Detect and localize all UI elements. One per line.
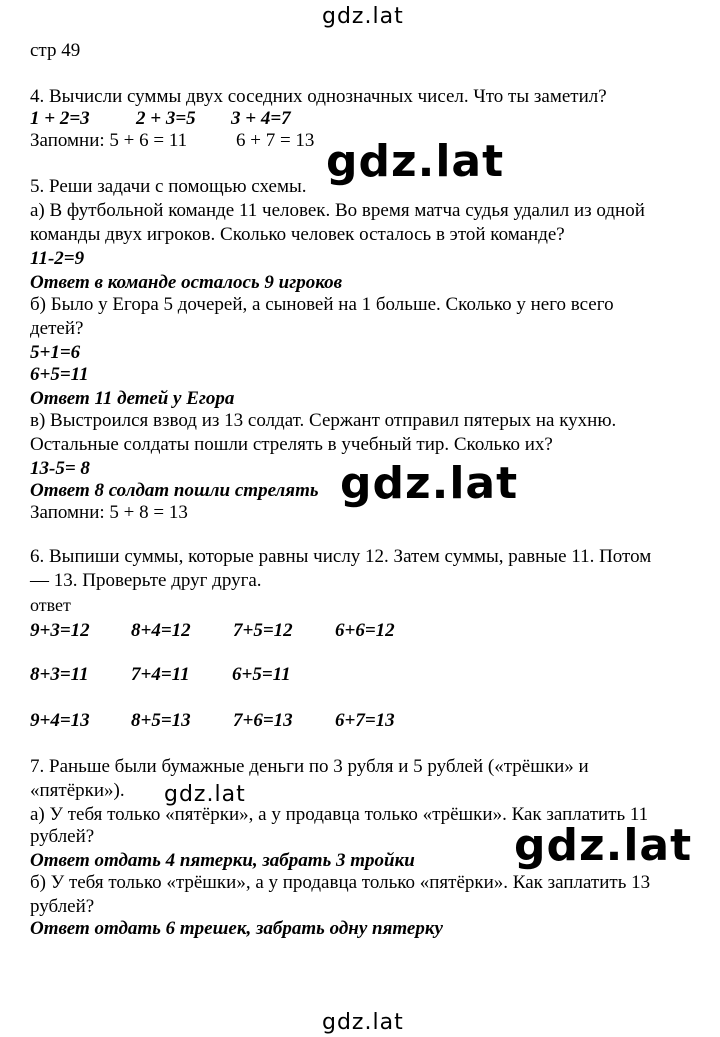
sum-item: 7+5=12 (233, 620, 293, 641)
watermark-top: gdz.lat (322, 4, 404, 29)
sum-item: 8+5=13 (131, 710, 191, 731)
task4-sum: 1 + 2=3 (30, 108, 90, 129)
task7a-question-1: а) У тебя только «пятёрки», а у продавца только «трёшки». Как заплатить 11 (30, 804, 649, 825)
task6-row-12 (30, 620, 395, 642)
task5b-answer: Ответ 11 детей у Егора (30, 388, 235, 409)
sum-item: 7+4=11 (131, 664, 190, 685)
task4-sum: 3 + 4=7 (231, 108, 291, 129)
task5a-question-2: команды двух игроков. Сколько человек осталось в этой команде? (30, 224, 565, 245)
watermark-small: gdz.lat (164, 782, 246, 807)
sum-item: 7+6=13 (233, 710, 293, 731)
task4-question: 4. Вычисли суммы двух соседних однозначных чисел. Что ты заметил? (30, 86, 607, 107)
task4-sum: 2 + 3=5 (136, 108, 196, 129)
sum-item: 9+4=13 (30, 710, 90, 731)
task5c-question-1: в) Выстроился взвод из 13 солдат. Сержант отправил пятерых на кухню. (30, 410, 617, 431)
task7b-question-2: рублей? (30, 896, 95, 917)
watermark-bottom: gdz.lat (322, 1010, 404, 1035)
task6-question-2: — 13. Проверьте друг друга. (30, 570, 262, 591)
sum-item: 8+4=12 (131, 620, 191, 641)
task7-question-1: 7. Раньше были бумажные деньги по 3 рубля и 5 рублей («трёшки» и (30, 756, 589, 777)
task5b-question-1: б) Было у Егора 5 дочерей, а сыновей на 1 больше. Сколько у него всего (30, 294, 614, 315)
watermark-right: gdz.lat (514, 820, 693, 871)
task5-title: 5. Реши задачи с помощью схемы. (30, 176, 307, 197)
task6-row-13 (30, 710, 395, 732)
task5a-answer: Ответ в команде осталось 9 игроков (30, 272, 343, 293)
task5b-calc-1: 5+1=6 (30, 342, 81, 363)
sum-item: 6+5=11 (232, 664, 291, 685)
sum-item: 6+7=13 (335, 710, 395, 731)
watermark-mid-2: gdz.lat (340, 458, 519, 509)
sum-item: 8+3=11 (30, 664, 89, 685)
task5b-question-2: детей? (30, 318, 84, 339)
task5-remember: Запомни: 5 + 8 = 13 (30, 502, 188, 523)
task7b-answer: Ответ отдать 6 трешек, забрать одну пятерку (30, 918, 443, 939)
watermark-mid-1: gdz.lat (326, 136, 505, 187)
task5c-question-2: Остальные солдаты пошли стрелять в учебный тир. Сколько их? (30, 434, 553, 455)
task5b-calc-2: 6+5=11 (30, 364, 89, 385)
task7a-answer: Ответ отдать 4 пятерки, забрать 3 тройки (30, 850, 415, 871)
task5c-answer: Ответ 8 солдат пошли стрелять (30, 480, 319, 501)
sum-item: 9+3=12 (30, 620, 90, 641)
task6-answer-label: ответ (30, 595, 71, 615)
task7-question-2: «пятёрки»). (30, 780, 125, 801)
task5a-calc: 11-2=9 (30, 248, 85, 269)
task5c-calc: 13-5= 8 (30, 458, 90, 479)
sum-item: 6+6=12 (335, 620, 395, 641)
task5a-question-1: а) В футбольной команде 11 человек. Во время матча судья удалил из одной (30, 200, 645, 221)
task6-row-11 (30, 664, 291, 686)
task7b-question-1: б) У тебя только «трёшки», а у продавца только «пятёрки». Как заплатить 13 (30, 872, 651, 893)
task4-remember (30, 130, 314, 152)
page-number: стр 49 (30, 40, 81, 61)
remember-text: 6 + 7 = 13 (236, 130, 315, 151)
task6-question-1: 6. Выпиши суммы, которые равны числу 12. Затем суммы, равные 11. Потом (30, 546, 652, 567)
task4-sums (30, 108, 291, 130)
remember-text: Запомни: 5 + 6 = 11 (30, 130, 188, 151)
task7a-question-2: рублей? (30, 826, 95, 847)
